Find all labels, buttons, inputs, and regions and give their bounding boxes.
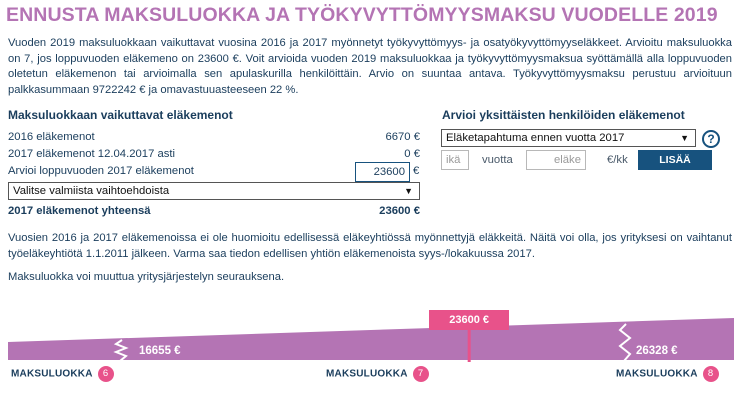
marker-value-badge: 23600 € xyxy=(429,310,509,330)
preset-select-value: Valitse valmiista vaihtoehdoista xyxy=(13,185,170,197)
chevron-down-icon: ▼ xyxy=(404,186,413,196)
help-icon[interactable]: ? xyxy=(702,130,720,148)
payment-class-scale xyxy=(0,300,736,370)
age-input[interactable] xyxy=(441,150,469,170)
add-button[interactable]: LISÄÄ xyxy=(638,150,712,170)
total-label: 2017 eläkemenot yhteensä xyxy=(8,205,151,217)
chevron-down-icon: ▼ xyxy=(680,133,689,143)
estimate-input[interactable] xyxy=(355,162,410,182)
left-heading: Maksuluokkaan vaikuttavat eläkemenot xyxy=(8,108,233,122)
estimate-label: Arvioi loppuvuoden 2017 eläkemenot xyxy=(8,165,194,177)
preset-select[interactable] xyxy=(8,182,420,200)
note-restructuring: Maksuluokka voi muuttua yritysjärjestelyn seurauksena. xyxy=(8,271,285,283)
class-label-7 xyxy=(326,366,429,382)
estimate-unit: € xyxy=(413,165,420,177)
row-2017-label: 2017 eläkemenot 12.04.2017 asti xyxy=(8,148,176,160)
note-previous-company: Vuosien 2016 ja 2017 eläkemenoissa ei ole huomioitu edellisessä eläkeyhtiössä myönnettyjä eläkkeitä. Näitä voi olla, jos yrityksesi on vaihtanut työeläkeyhtiötä 1.1.2011 jälkeen. Varma saa tiedon edellisen yhtiön eläkemenoista syys-/lokakuussa 2017. xyxy=(8,232,732,260)
class-badge-7: 7 xyxy=(413,366,429,382)
unit-label: €/kk xyxy=(607,154,628,166)
row-2016-value: 6670 € xyxy=(385,131,420,143)
row-2017-value: 0 € xyxy=(404,148,420,160)
class-label-6 xyxy=(11,366,114,382)
class-word: MAKSULUOKKA xyxy=(326,368,408,380)
event-select[interactable] xyxy=(441,129,696,147)
lower-boundary-label: 16655 € xyxy=(139,345,181,357)
class-badge-6: 6 xyxy=(98,366,114,382)
row-2016-label: 2016 eläkemenot xyxy=(8,131,95,143)
upper-boundary-label: 26328 € xyxy=(636,345,678,357)
total-value: 23600 € xyxy=(379,205,420,217)
class-label-8 xyxy=(616,366,719,382)
class-word: MAKSULUOKKA xyxy=(616,368,698,380)
intro-paragraph: Vuoden 2019 maksuluokkaan vaikuttavat vuosina 2016 ja 2017 myönnetyt työkyvyttömyys- ja osatyökyvyttömyyseläkkeet. Arvioitu maksuluokka on 7, jos loppuvuoden eläkemeno on 23600 €. Voit arvioida vuoden 2019 maksuluokkaa ja työkyvyttömyysmaksua syöttämällä alla loppuvuoden oletetun eläkemenon tai arvioimalla sen apulaskurilla henkilöittäin. Arvio on suuntaa antava. Työkyvyttömyysmaksu perustuu arvioituun palkkasummaan 9722242 € ja omavastuuasteeseen 22 %. xyxy=(8,37,732,96)
pension-input[interactable] xyxy=(526,150,586,170)
years-label: vuotta xyxy=(482,154,513,166)
right-heading: Arvioi yksittäisten henkilöiden eläkemenot xyxy=(442,108,685,122)
class-word: MAKSULUOKKA xyxy=(11,368,93,380)
class-badge-8: 8 xyxy=(703,366,719,382)
event-select-value: Eläketapahtuma ennen vuotta 2017 xyxy=(446,132,625,144)
page-title: ENNUSTA MAKSULUOKKA JA TYÖKYVYTTÖMYYSMAKSU VUODELLE 2019 xyxy=(6,4,718,26)
